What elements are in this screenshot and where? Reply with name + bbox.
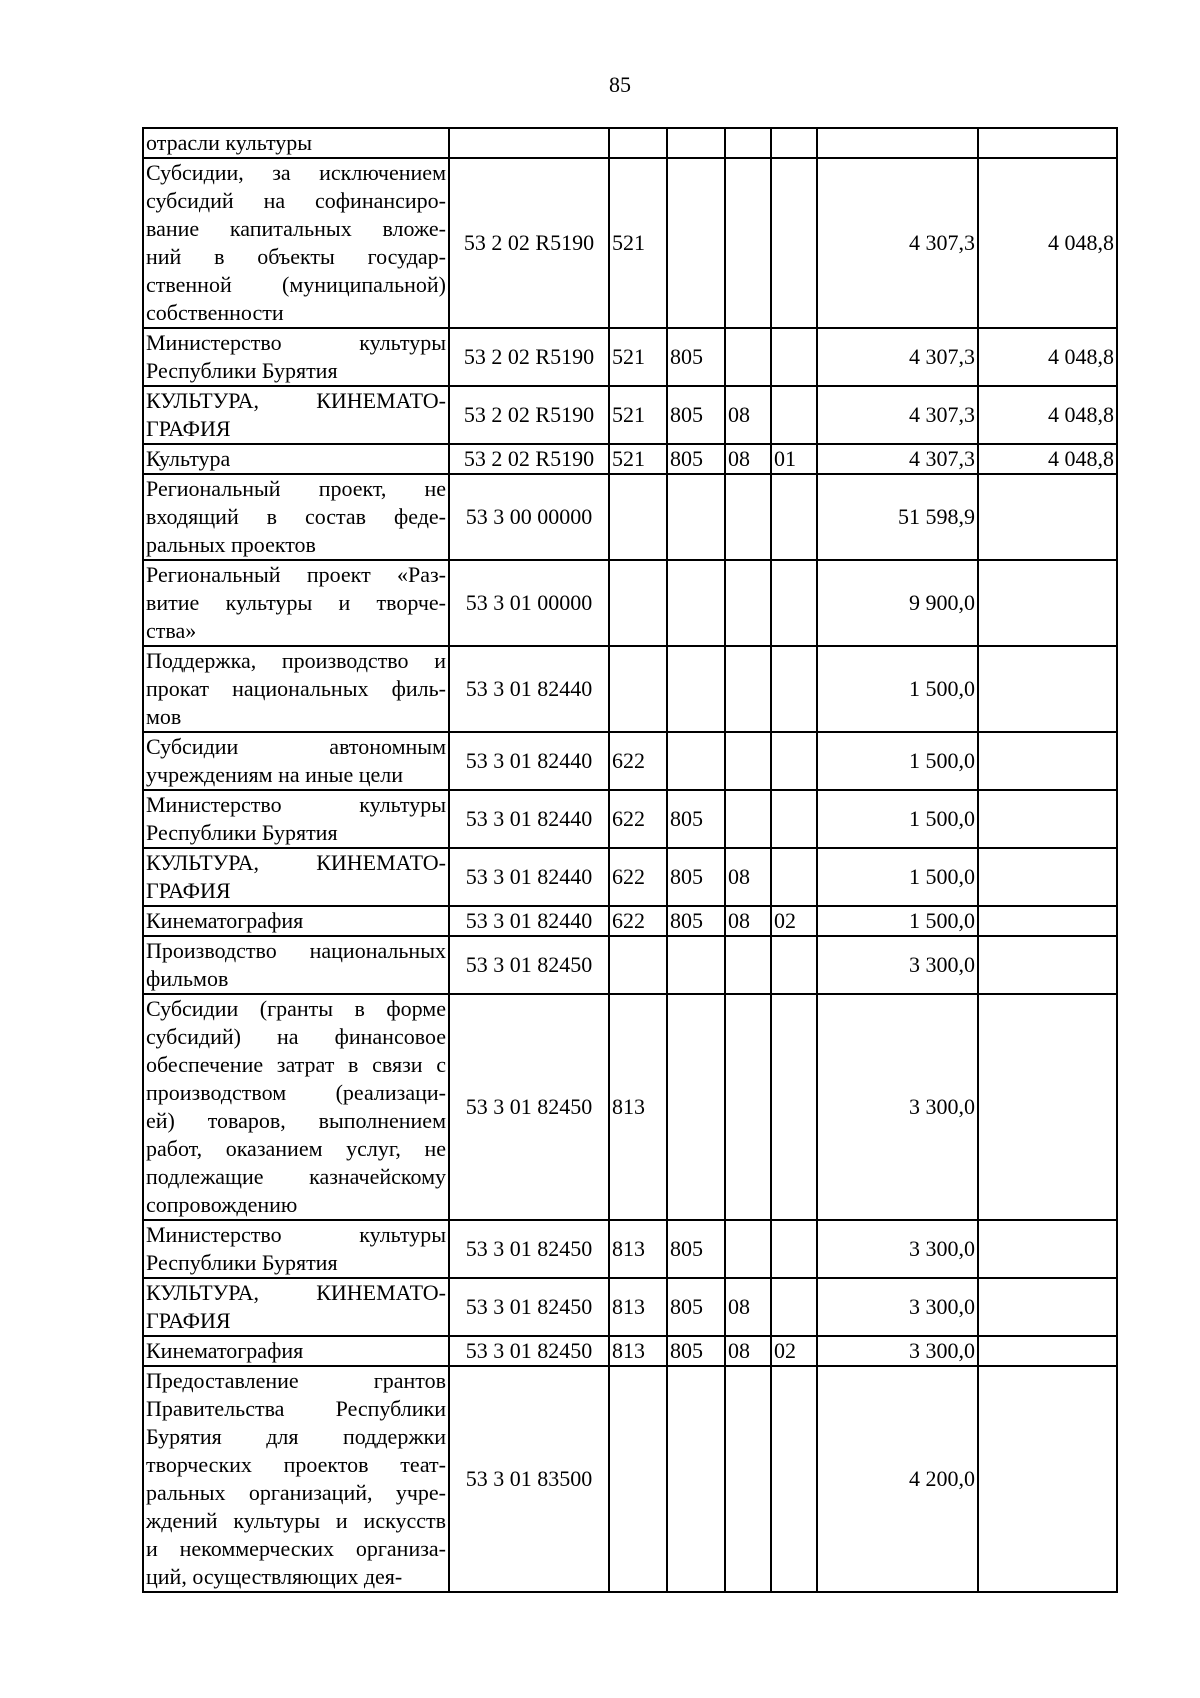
cell-expense-type: 521	[609, 444, 667, 474]
cell-amount-2	[978, 848, 1117, 906]
cell-ministry-code	[667, 158, 725, 328]
cell-ministry-code: 805	[667, 1336, 725, 1366]
cell-name-line: Субсидии автономным	[146, 734, 446, 759]
cell-name-line: отрасли культуры	[146, 130, 313, 155]
cell-subsection	[771, 474, 817, 560]
cell-name	[143, 158, 449, 328]
cell-amount-1: 4 307,3	[817, 386, 978, 444]
cell-name-line: прокат национальных филь-	[146, 676, 446, 701]
cell-name-line: ГРАФИЯ	[146, 416, 231, 441]
cell-name	[143, 128, 449, 158]
cell-name-line: ей) товаров, выполнением	[146, 1108, 446, 1133]
cell-name-line: Кинематография	[146, 1338, 304, 1363]
cell-target-code	[449, 128, 609, 158]
cell-expense-type: 622	[609, 906, 667, 936]
cell-amount-1: 3 300,0	[817, 1278, 978, 1336]
cell-name-line: Субсидии (гранты в форме	[146, 996, 446, 1021]
cell-section	[725, 560, 771, 646]
cell-amount-1: 4 307,3	[817, 328, 978, 386]
cell-name-line: Региональный проект «Раз-	[146, 562, 446, 587]
table-row	[143, 1336, 1117, 1366]
cell-amount-2	[978, 790, 1117, 848]
cell-subsection	[771, 1366, 817, 1592]
cell-name	[143, 994, 449, 1220]
cell-subsection	[771, 732, 817, 790]
cell-amount-1: 51 598,9	[817, 474, 978, 560]
cell-ministry-code: 805	[667, 1278, 725, 1336]
cell-target-code: 53 3 01 82440	[449, 646, 609, 732]
cell-name-line: Региональный проект, не	[146, 476, 446, 501]
table-row	[143, 560, 1117, 646]
cell-name	[143, 732, 449, 790]
cell-name	[143, 790, 449, 848]
cell-name-line: ГРАФИЯ	[146, 878, 231, 903]
cell-ministry-code: 805	[667, 444, 725, 474]
cell-section	[725, 1220, 771, 1278]
cell-name	[143, 1366, 449, 1592]
cell-name-line: ральных проектов	[146, 532, 316, 557]
table-row	[143, 328, 1117, 386]
cell-section: 08	[725, 1336, 771, 1366]
cell-target-code: 53 3 01 82450	[449, 1278, 609, 1336]
cell-name	[143, 444, 449, 474]
table-row	[143, 1278, 1117, 1336]
cell-section	[725, 474, 771, 560]
cell-amount-2: 4 048,8	[978, 158, 1117, 328]
cell-section	[725, 646, 771, 732]
cell-target-code: 53 3 01 82450	[449, 994, 609, 1220]
cell-ministry-code	[667, 646, 725, 732]
cell-ministry-code: 805	[667, 386, 725, 444]
cell-target-code: 53 3 01 82450	[449, 1336, 609, 1366]
table-row	[143, 1220, 1117, 1278]
cell-ministry-code	[667, 732, 725, 790]
cell-name-line: сопровождению	[146, 1192, 298, 1217]
cell-subsection	[771, 994, 817, 1220]
cell-amount-1: 3 300,0	[817, 994, 978, 1220]
cell-target-code: 53 3 01 82440	[449, 906, 609, 936]
cell-section	[725, 790, 771, 848]
table-row	[143, 732, 1117, 790]
cell-expense-type: 813	[609, 1336, 667, 1366]
cell-section	[725, 328, 771, 386]
cell-name	[143, 906, 449, 936]
cell-expense-type	[609, 646, 667, 732]
cell-ministry-code: 805	[667, 906, 725, 936]
cell-amount-2	[978, 936, 1117, 994]
cell-ministry-code	[667, 560, 725, 646]
cell-amount-2: 4 048,8	[978, 386, 1117, 444]
table-row	[143, 906, 1117, 936]
table-row	[143, 474, 1117, 560]
cell-name-line: работ, оказанием услуг, не	[146, 1136, 446, 1161]
cell-amount-2	[978, 732, 1117, 790]
cell-ministry-code: 805	[667, 328, 725, 386]
cell-section: 08	[725, 1278, 771, 1336]
cell-amount-2	[978, 906, 1117, 936]
cell-expense-type: 813	[609, 1220, 667, 1278]
table-row	[143, 994, 1117, 1220]
cell-expense-type: 521	[609, 386, 667, 444]
page-number: 85	[609, 72, 631, 97]
cell-target-code: 53 3 01 00000	[449, 560, 609, 646]
cell-amount-1: 1 500,0	[817, 906, 978, 936]
cell-name-line: витие культуры и творче-	[146, 590, 446, 615]
cell-target-code: 53 2 02 R5190	[449, 386, 609, 444]
cell-expense-type: 521	[609, 158, 667, 328]
cell-amount-1: 9 900,0	[817, 560, 978, 646]
table-row	[143, 444, 1117, 474]
cell-name-line: ний в объекты государ-	[146, 244, 446, 269]
table-row	[143, 158, 1117, 328]
cell-section	[725, 128, 771, 158]
cell-subsection: 02	[771, 906, 817, 936]
cell-section	[725, 1366, 771, 1592]
cell-name-line: обеспечение затрат в связи с	[146, 1052, 446, 1077]
cell-target-code: 53 3 01 82440	[449, 790, 609, 848]
cell-expense-type	[609, 474, 667, 560]
cell-name-line: фильмов	[146, 966, 229, 991]
cell-amount-2	[978, 1366, 1117, 1592]
cell-expense-type: 521	[609, 328, 667, 386]
table-body	[143, 128, 1117, 1592]
cell-name	[143, 1220, 449, 1278]
cell-expense-type: 622	[609, 732, 667, 790]
cell-section	[725, 732, 771, 790]
cell-amount-2	[978, 1220, 1117, 1278]
cell-expense-type: 622	[609, 848, 667, 906]
cell-expense-type	[609, 1366, 667, 1592]
cell-name-line: ждений культуры и искусств	[146, 1508, 446, 1533]
cell-subsection	[771, 646, 817, 732]
cell-name-line: ГРАФИЯ	[146, 1308, 231, 1333]
cell-ministry-code	[667, 1366, 725, 1592]
cell-ministry-code	[667, 128, 725, 158]
cell-ministry-code: 805	[667, 848, 725, 906]
cell-name-line: мов	[146, 704, 182, 729]
cell-section: 08	[725, 444, 771, 474]
cell-subsection	[771, 128, 817, 158]
cell-amount-2	[978, 474, 1117, 560]
cell-amount-1: 4 200,0	[817, 1366, 978, 1592]
cell-expense-type: 813	[609, 1278, 667, 1336]
cell-name-line: входящий в состав феде-	[146, 504, 446, 529]
cell-expense-type	[609, 560, 667, 646]
cell-name-line: субсидий на софинансиро-	[146, 188, 446, 213]
cell-target-code: 53 3 01 82450	[449, 1220, 609, 1278]
cell-name-line: вание капитальных вложе-	[146, 216, 446, 241]
cell-target-code: 53 3 01 82440	[449, 732, 609, 790]
cell-amount-1: 4 307,3	[817, 444, 978, 474]
cell-amount-2: 4 048,8	[978, 444, 1117, 474]
table-row	[143, 386, 1117, 444]
table-row	[143, 128, 1117, 158]
cell-subsection	[771, 1278, 817, 1336]
cell-section	[725, 994, 771, 1220]
cell-subsection	[771, 386, 817, 444]
cell-name-line: КУЛЬТУРА, КИНЕМАТО-	[146, 850, 446, 875]
cell-name-line: Кинематография	[146, 908, 304, 933]
cell-amount-2	[978, 1278, 1117, 1336]
cell-ministry-code	[667, 474, 725, 560]
cell-amount-2: 4 048,8	[978, 328, 1117, 386]
cell-section	[725, 158, 771, 328]
cell-name-line: ральных организаций, учре-	[146, 1480, 446, 1505]
cell-subsection	[771, 848, 817, 906]
cell-name-line: КУЛЬТУРА, КИНЕМАТО-	[146, 388, 446, 413]
cell-section: 08	[725, 848, 771, 906]
cell-name-line: Поддержка, производство и	[146, 648, 446, 673]
cell-name-line: Культура	[146, 446, 231, 471]
cell-subsection	[771, 936, 817, 994]
cell-name-line: ственной (муниципальной)	[146, 272, 446, 297]
cell-amount-1: 1 500,0	[817, 646, 978, 732]
cell-expense-type	[609, 936, 667, 994]
cell-section	[725, 936, 771, 994]
cell-name	[143, 560, 449, 646]
cell-target-code: 53 2 02 R5190	[449, 158, 609, 328]
cell-name-line: Республики Бурятия	[146, 358, 338, 383]
table-row	[143, 936, 1117, 994]
cell-target-code: 53 3 01 82450	[449, 936, 609, 994]
cell-name-line: Республики Бурятия	[146, 820, 338, 845]
cell-name	[143, 386, 449, 444]
cell-name	[143, 474, 449, 560]
cell-name-line: ций, осуществляющих дея-	[146, 1564, 403, 1589]
cell-section: 08	[725, 906, 771, 936]
cell-name	[143, 936, 449, 994]
cell-subsection: 01	[771, 444, 817, 474]
cell-subsection	[771, 790, 817, 848]
cell-expense-type: 813	[609, 994, 667, 1220]
cell-name-line: собственности	[146, 300, 284, 325]
cell-subsection	[771, 1220, 817, 1278]
cell-name-line: Бурятия для поддержки	[146, 1424, 446, 1449]
cell-subsection	[771, 560, 817, 646]
table-row	[143, 848, 1117, 906]
cell-amount-1: 3 300,0	[817, 1220, 978, 1278]
cell-amount-1	[817, 128, 978, 158]
budget-table	[142, 127, 1118, 1593]
cell-ministry-code	[667, 936, 725, 994]
cell-name-line: Республики Бурятия	[146, 1250, 338, 1275]
cell-section: 08	[725, 386, 771, 444]
cell-ministry-code: 805	[667, 790, 725, 848]
cell-name-line: Министерство культуры	[146, 330, 446, 355]
table-row	[143, 790, 1117, 848]
cell-amount-1: 3 300,0	[817, 1336, 978, 1366]
cell-name	[143, 328, 449, 386]
cell-expense-type	[609, 128, 667, 158]
cell-name-line: субсидий) на финансовое	[146, 1024, 446, 1049]
cell-amount-1: 1 500,0	[817, 732, 978, 790]
cell-subsection: 02	[771, 1336, 817, 1366]
cell-amount-1: 3 300,0	[817, 936, 978, 994]
cell-name-line: ства»	[146, 618, 197, 643]
cell-amount-2	[978, 646, 1117, 732]
cell-name	[143, 646, 449, 732]
cell-name-line: КУЛЬТУРА, КИНЕМАТО-	[146, 1280, 446, 1305]
cell-name-line: Предоставление грантов	[146, 1368, 446, 1393]
table-row	[143, 646, 1117, 732]
cell-target-code: 53 3 01 83500	[449, 1366, 609, 1592]
cell-name-line: Министерство культуры	[146, 1222, 446, 1247]
cell-amount-1: 1 500,0	[817, 790, 978, 848]
cell-name-line: Министерство культуры	[146, 792, 446, 817]
cell-name-line: творческих проектов теат-	[146, 1452, 446, 1477]
cell-subsection	[771, 328, 817, 386]
cell-name-line: Субсидии, за исключением	[146, 160, 446, 185]
cell-amount-2	[978, 994, 1117, 1220]
cell-target-code: 53 3 01 82440	[449, 848, 609, 906]
cell-name	[143, 1336, 449, 1366]
cell-name-line: учреждениям на иные цели	[146, 762, 403, 787]
cell-name	[143, 848, 449, 906]
cell-name-line: и некоммерческих организа-	[146, 1536, 446, 1561]
cell-target-code: 53 2 02 R5190	[449, 328, 609, 386]
cell-name-line: производством (реализаци-	[146, 1080, 446, 1105]
cell-name-line: подлежащие казначейскому	[146, 1164, 446, 1189]
cell-subsection	[771, 158, 817, 328]
cell-amount-1: 1 500,0	[817, 848, 978, 906]
cell-name	[143, 1278, 449, 1336]
cell-ministry-code: 805	[667, 1220, 725, 1278]
cell-name-line: Правительства Республики	[146, 1396, 446, 1421]
cell-amount-1: 4 307,3	[817, 158, 978, 328]
cell-amount-2	[978, 1336, 1117, 1366]
cell-name-line: Производство национальных	[146, 938, 446, 963]
cell-target-code: 53 3 00 00000	[449, 474, 609, 560]
cell-amount-2	[978, 128, 1117, 158]
cell-expense-type: 622	[609, 790, 667, 848]
cell-target-code: 53 2 02 R5190	[449, 444, 609, 474]
table-row	[143, 1366, 1117, 1592]
cell-amount-2	[978, 560, 1117, 646]
cell-ministry-code	[667, 994, 725, 1220]
